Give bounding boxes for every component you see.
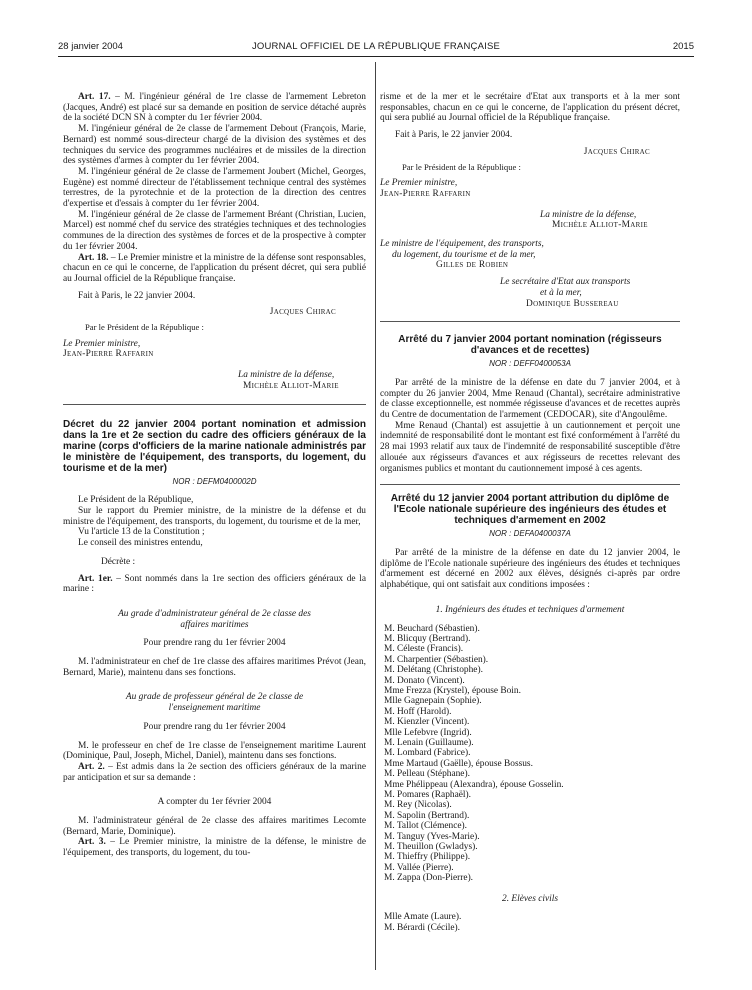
secretary-name: Dominique Bussereau [526,298,619,309]
visa-rapport: Sur le rapport du Premier ministre, de la ministre de la défense et du ministre de l'équipement, des transports, du logement, du tourisme et de la mer, [63,505,366,527]
article-label: Art. 18. [78,252,109,263]
list-item: M. Tallot (Clémence). [384,821,468,832]
article-3 [63,837,366,858]
article-text: – Est admis dans la 2e section des officiers généraux de la marine par anticipation et sur sa demande : [63,761,366,783]
paragraph: Par arrêté de la ministre de la défense en date du 7 janvier 2004, et à compter du 26 janvier 2004, Mme Renaud (Chantal), secrétaire administrative de classe exceptionnelle, est nommée régisseuse d'avances et de recettes auprès du Centre de documentation de l'armement (CEDOCAR), site d'Angoulême. [380,377,680,421]
list-item: Mlle Amate (Laure). [384,912,462,923]
article-1 [63,574,366,595]
article-text: – Le Premier ministre et la ministre de la défense sont responsables, chacun en ce qui le concerne, de l'application du présent décret, qui sera publié au Journal officiel de la République française. [63,252,367,284]
header-journal-title: JOURNAL OFFICIEL DE LA RÉPUBLIQUE FRANÇAISE [251,41,501,52]
list-item: M. Céleste (Francis). [384,644,464,655]
paragraph: Mme Renaud (Chantal) est assujettie à un cautionnement et perçoit une indemnité de responsabilité dont le montant est fixé conformément à l'arrêté du 28 mai 1993 relatif aux taux de l'indemnité de responsabilité susceptible d'être allouée aux régisseurs d'avances et aux régisseurs de recettes relevant des organismes publics et montant du cautionnement imposé à ces agents. [380,420,680,474]
nor-code: NOR : DEFM0400002D [172,476,257,486]
paragraph: M. l'ingénieur général de 2e classe de l'armement Joubert (Michel, Georges, Eugène) est nommé directeur de l'établissement technique central des systèmes terrestres, de la pyrotechnie et de la protection de la direction des centres d'expertise et d'essais à compter du 1er février 2004. [63,166,366,210]
equipment-minister-title: Le ministre de l'équipement, des transports, [380,239,544,250]
list-item: M. Sapolin (Bertrand). [384,810,470,821]
paragraph: M. l'ingénieur général de 2e classe de l'armement Bréant (Christian, Lucien, Marcel) est nommé chef du service des stratégies techniques et des technologies communes de la direction des systèmes de forces et de la prospective à compter du 1er février 2004. [63,209,366,252]
article-18 [63,253,366,285]
section-separator [380,321,680,322]
grade-heading: Au grade de professeur général de 2e classe de l'enseignement maritime [125,692,304,714]
list-heading: 2. Elèves civils [502,893,558,904]
right-column [380,92,680,933]
par-le-president: Par le Président de la République : [85,322,204,333]
list-item: M. Delétang (Christophe). [384,665,483,676]
article-2 [63,762,366,783]
list-item: Mme Phélippeau (Alexandra), épouse Gosselin. [384,779,564,790]
grade-heading: Au grade d'administrateur général de 2e classe des affaires maritimes [118,608,311,630]
secretary-title: et à la mer, [540,287,582,298]
section-separator [63,404,366,405]
article-label: Art. 1er. [78,573,113,584]
article-label: Art. 3. [78,837,106,848]
minister-name: Michèle Alliot-Marie [243,380,339,391]
nor-reference [380,529,680,540]
list-item: Mlle Gagnepain (Sophie). [384,696,482,707]
section-separator [380,484,680,485]
article-text: – M. l'ingénieur général de 1re classe de l'armement Lebreton (Jacques, André) est placé sur sa demande en position de service détaché auprès de la société DCN SN à compter du 1er février 2004. [63,92,366,124]
rang-heading: Pour prendre rang du 1er février 2004 [143,638,286,649]
list-item: M. Theuillon (Gwladys). [384,842,478,853]
list-item: M. Vallée (Pierre). [384,862,454,873]
decret-title: Décret du 22 janvier 2004 portant nomination et admission dans la 1re et 2e section du cadre des officiers généraux de la marine (corps d'officiers de la marine nationale administrés par le ministère de l'équipement, des transports, du logement, du tourisme et de la mer) [63,418,366,474]
minister-name: Michèle Alliot-Marie [552,220,648,231]
visa-president: Le Président de la République, [78,495,194,506]
list-item: M. Zappa (Don-Pierre). [384,873,474,884]
arrete-title: Arrêté du 12 janvier 2004 portant attribution du diplôme de l'Ecole nationale supérieure des ingénieurs des études et techniques d'armement en 2002 [390,493,670,527]
list-item: M. Donato (Vincent). [384,675,465,686]
list-item: M. Rey (Nicolas). [384,800,452,811]
minister-title: La ministre de la défense, [540,209,637,220]
header-date: 28 janvier 2004 [58,41,123,52]
article-label: Art. 17. [78,92,111,102]
pm-name: Jean-Pierre Raffarin [380,188,471,199]
secretary-title: Le secrétaire d'Etat aux transports [500,277,631,288]
signature-president: Jacques Chirac [583,146,650,157]
graduate-list [380,624,680,884]
paragraph: M. le professeur en chef de 1re classe de l'enseignement maritime Laurent (Dominique, Paul, Joseph, Michel, Daniel), maintenu dans ses fonctions. [63,740,366,762]
arrete-title: Arrêté du 7 janvier 2004 portant nomination (régisseurs d'avances et de recettes) [398,334,662,357]
equipment-minister-title: du logement, du tourisme et de la mer, [392,249,536,260]
article-text: – Le Premier ministre, la ministre de la défense, le ministre de l'équipement, des transports, du logement, du tou- [63,837,366,859]
minister-title: La ministre de la défense, [238,370,335,381]
list-item: M. Blicquy (Bertrand). [384,633,471,644]
par-le-president: Par le Président de la République : [402,161,521,172]
column-divider [375,62,376,970]
list-item: M. Hoff (Harold). [384,706,452,717]
nor-code: NOR : DEFA0400037A [489,529,571,539]
visa-conseil: Le conseil des ministres entendu, [78,538,203,549]
list-item: Mlle Lefebvre (Ingrid). [384,727,472,738]
nor-reference [63,477,366,488]
list-item: M. Pelleau (Stéphane). [384,769,470,780]
list-item: M. Pomares (Raphaël). [384,790,471,800]
list-item: M. Tanguy (Yves-Marie). [384,831,480,842]
visa-constitution: Vu l'article 13 de la Constitution ; [78,527,205,538]
signature-president: Jacques Chirac [269,307,336,318]
paragraph: risme et de la mer et le secrétaire d'Etat aux transports et à la mer sont responsables, chacun en ce qui le concerne, de l'application du présent décret, qui sera publié au Journal officiel de la République française. [380,92,680,124]
paragraph: M. l'administrateur général de 2e classe des affaires maritimes Lecomte (Bernard, Marie, Dominique). [63,816,366,837]
pm-name: Jean-Pierre Raffarin [63,349,154,360]
article-label: Art. 2. [78,761,105,772]
list-item: Mme Frezza (Krystel), épouse Boin. [384,685,521,696]
nor-reference [380,359,680,370]
article-17 [63,92,366,124]
fait-a-paris: Fait à Paris, le 22 janvier 2004. [78,290,196,301]
graduate-list [380,912,680,933]
pm-title: Le Premier ministre, [380,178,458,189]
paragraph: M. l'ingénieur général de 2e classe de l'armement Debout (François, Marie, Bernard) est nommé sous-directeur chargé de la division des systèmes et des techniques du service des programmes nucléaires et de missiles de la direction des systèmes d'armes à compter du 1er février 2004. [63,124,366,167]
paragraph: Par arrêté de la ministre de la défense en date du 12 janvier 2004, le diplôme de l'Ecole nationale supérieure des ingénieurs des études et techniques d'armement est décerné en 2002 aux élèves, désignés ci-après par ordre alphabétique, qui ont satisfait aux conditions imposées : [380,547,680,591]
pm-title: Le Premier ministre, [63,338,141,349]
article-text: – Sont nommés dans la 1re section des officiers généraux de la marine : [63,573,367,595]
list-item: M. Lombard (Fabrice). [384,748,471,759]
compter-heading: A compter du 1er février 2004 [157,797,272,808]
page-header [58,41,694,55]
list-heading: 1. Ingénieurs des études et techniques d'armement [435,604,625,615]
list-item: M. Charpentier (Sébastien). [384,654,489,665]
list-item: M. Bérardi (Cécile). [384,922,461,933]
rang-heading: Pour prendre rang du 1er février 2004 [143,721,286,732]
decrete: Décrète : [101,556,136,567]
list-item: M. Lenain (Guillaume). [384,737,474,748]
equipment-minister-name: Gilles de Robien [436,260,509,271]
nor-code: NOR : DEFF0400053A [489,359,571,369]
paragraph: M. l'administrateur en chef de 1re classe des affaires maritimes Prévot (Jean, Bernard, Marie), maintenu dans ses fonctions. [63,657,366,678]
header-page-number: 2015 [672,41,694,52]
header-rule [58,56,694,57]
list-item: M. Kienzler (Vincent). [384,717,470,728]
list-item: Mme Martaud (Gaëlle), épouse Bossus. [384,758,533,769]
list-item: M. Thieffry (Philippe). [384,852,471,863]
fait-a-paris: Fait à Paris, le 22 janvier 2004. [395,130,513,141]
list-item: M. Beuchard (Sébastien). [384,623,480,634]
left-column [63,92,366,859]
